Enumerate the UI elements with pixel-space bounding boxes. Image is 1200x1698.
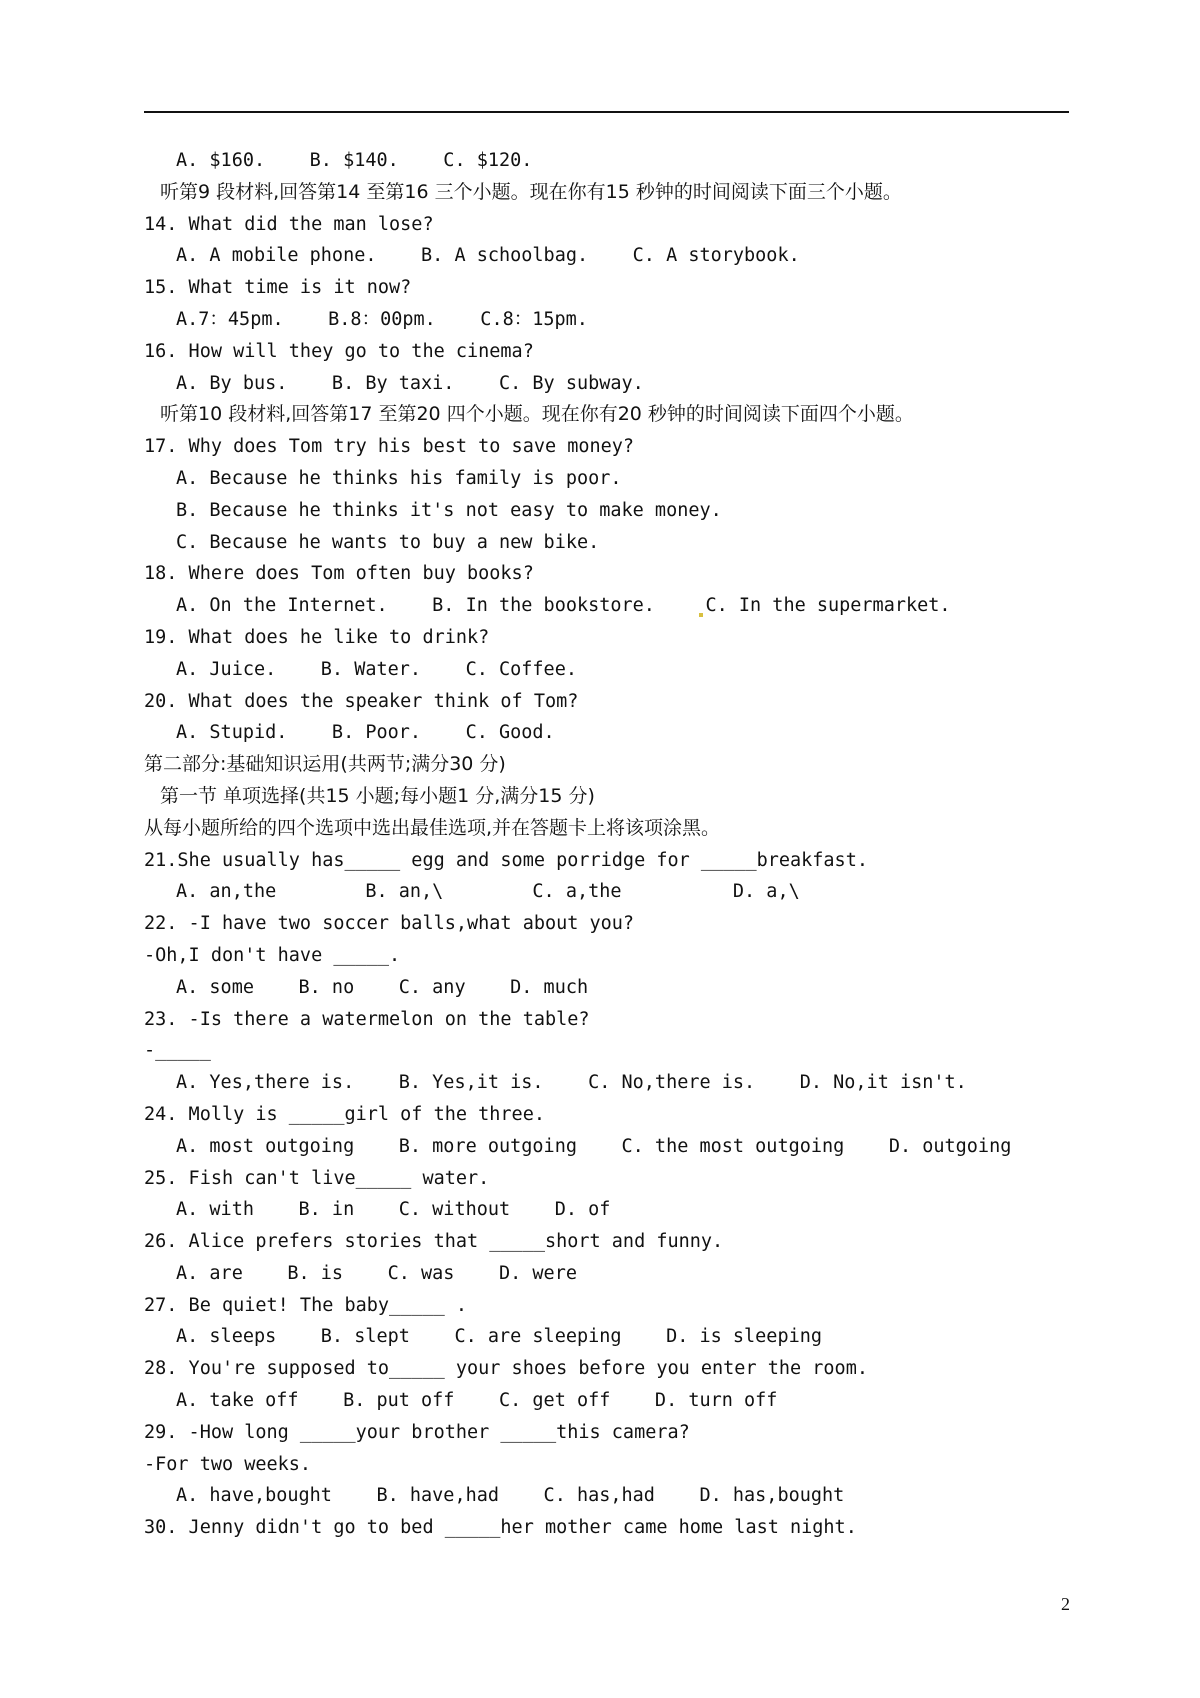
question-line xyxy=(0,209,1200,241)
line-text: 16. How will they go to the cinema? xyxy=(144,340,534,362)
answer-options-line xyxy=(0,876,1200,908)
line-text: -For two weeks. xyxy=(144,1453,312,1475)
line-text: 30. Jenny didn't go to bed _____her mother came home last night. xyxy=(144,1517,857,1539)
answer-options-line xyxy=(0,145,1200,177)
line-text: A. On the Internet. B. In the bookstore. xyxy=(176,595,700,617)
line-text: A. Yes,there is. B. Yes,it is. C. No,there is. D. No,it isn't. xyxy=(176,1072,967,1094)
line-text: A. Stupid. B. Poor. C. Good. xyxy=(176,722,555,744)
line-text: B. Because he thinks it's not easy to make money. xyxy=(176,499,722,521)
instruction-line xyxy=(0,813,1200,845)
answer-options-line xyxy=(0,240,1200,272)
question-line xyxy=(0,940,1200,972)
answer-options-line xyxy=(0,463,1200,495)
line-text: A.7：45pm. B.8：00pm. C.8：15pm. xyxy=(176,308,588,330)
header-rule xyxy=(144,111,1069,113)
line-text: A. sleeps B. slept C. are sleeping D. is sleeping xyxy=(176,1326,823,1348)
question-line xyxy=(0,1417,1200,1449)
line-text: A. By bus. B. By taxi. C. By subway. xyxy=(176,372,644,394)
answer-options-line xyxy=(0,1385,1200,1417)
line-text: A. most outgoing B. more outgoing C. the most outgoing D. outgoing xyxy=(176,1135,1012,1157)
line-text: 28. You're supposed to_____ your shoes before you enter the room. xyxy=(144,1358,868,1380)
line-text: A. have,bought B. have,had C. has,had D. has,bought xyxy=(176,1485,845,1507)
instruction-line xyxy=(0,781,1200,813)
line-text: 25. Fish can't live_____ water. xyxy=(144,1167,490,1189)
question-line xyxy=(0,1226,1200,1258)
answer-options-line xyxy=(0,1480,1200,1512)
answer-options-line xyxy=(0,368,1200,400)
line-text: 22. -I have two soccer balls,what about you? xyxy=(144,913,635,935)
answer-options-line xyxy=(0,717,1200,749)
question-line xyxy=(0,431,1200,463)
answer-options-line xyxy=(0,590,1200,622)
line-text: 24. Molly is _____girl of the three. xyxy=(144,1103,545,1125)
answer-options-line xyxy=(0,654,1200,686)
question-line xyxy=(0,336,1200,368)
question-line xyxy=(0,845,1200,877)
question-line xyxy=(0,272,1200,304)
line-text: 21.She usually has_____ egg and some porridge for _____breakfast. xyxy=(144,849,868,871)
question-line xyxy=(0,1163,1200,1195)
question-line xyxy=(0,686,1200,718)
question-line xyxy=(0,1004,1200,1036)
exam-content xyxy=(0,145,1200,1544)
line-text: A. with B. in C. without D. of xyxy=(176,1199,611,1221)
line-text: A. Because he thinks his family is poor. xyxy=(176,467,622,489)
line-text: A. are B. is C. was D. were xyxy=(176,1262,577,1284)
question-line xyxy=(0,1449,1200,1481)
line-text: 23. -Is there a watermelon on the table? xyxy=(144,1008,590,1030)
question-line xyxy=(0,622,1200,654)
answer-options-line xyxy=(0,1194,1200,1226)
answer-options-line xyxy=(0,495,1200,527)
line-text: 听第10 段材料,回答第17 至第20 四个小题。现在你有20 秒钟的时间阅读下面四个小题。 xyxy=(160,403,914,426)
page-number: 2 xyxy=(1061,1594,1070,1614)
highlight-marker xyxy=(699,613,703,617)
answer-options-line xyxy=(0,1321,1200,1353)
answer-options-line xyxy=(0,527,1200,559)
line-text: 27. Be quiet! The baby_____ . xyxy=(144,1294,468,1316)
line-text: A. Juice. B. Water. C. Coffee. xyxy=(176,658,577,680)
line-text: 19. What does he like to drink? xyxy=(144,626,490,648)
line-text: C. Because he wants to buy a new bike. xyxy=(176,531,600,553)
question-line xyxy=(0,1035,1200,1067)
line-text: -_____ xyxy=(144,1040,211,1062)
instruction-line xyxy=(0,177,1200,209)
line-text: A. A mobile phone. B. A schoolbag. C. A storybook. xyxy=(176,245,800,267)
answer-options-line xyxy=(0,1067,1200,1099)
line-text: 15. What time is it now? xyxy=(144,277,412,299)
instruction-line xyxy=(0,749,1200,781)
line-text: A. take off B. put off C. get off D. turn off xyxy=(176,1390,778,1412)
line-text: 听第9 段材料,回答第14 至第16 三个小题。现在你有15 秒钟的时间阅读下面三个小题。 xyxy=(160,180,902,203)
line-text: 14. What did the man lose? xyxy=(144,213,434,235)
line-text: 29. -How long _____your brother _____this camera? xyxy=(144,1421,690,1443)
question-line xyxy=(0,1353,1200,1385)
line-text: A. an,the B. an,\ C. a,the D. a,\ xyxy=(176,881,800,903)
answer-options-line xyxy=(0,304,1200,336)
question-line xyxy=(0,1512,1200,1544)
answer-options-line xyxy=(0,1258,1200,1290)
line-text: 17. Why does Tom try his best to save money? xyxy=(144,436,635,458)
line-text: 20. What does the speaker think of Tom? xyxy=(144,690,579,712)
line-text: 第一节 单项选择(共15 小题;每小题1 分,满分15 分) xyxy=(160,784,595,807)
instruction-line xyxy=(0,399,1200,431)
line-text: A. some B. no C. any D. much xyxy=(176,976,589,998)
question-line xyxy=(0,908,1200,940)
line-text: 从每小题所给的四个选项中选出最佳选项,并在答题卡上将该项涂黑。 xyxy=(144,816,721,839)
line-text: 第二部分:基础知识运用(共两节;满分30 分) xyxy=(144,753,506,776)
line-text: 18. Where does Tom often buy books? xyxy=(144,563,534,585)
line-text: 26. Alice prefers stories that _____short and funny. xyxy=(144,1231,724,1253)
line-text: A. $160. B. $140. C. $120. xyxy=(176,150,533,171)
question-line xyxy=(0,1290,1200,1322)
question-line xyxy=(0,1099,1200,1131)
line-text: -Oh,I don't have _____. xyxy=(144,944,401,966)
answer-options-line xyxy=(0,972,1200,1004)
question-line xyxy=(0,558,1200,590)
line-text-tail: C. In the supermarket. xyxy=(705,595,951,617)
answer-options-line xyxy=(0,1131,1200,1163)
